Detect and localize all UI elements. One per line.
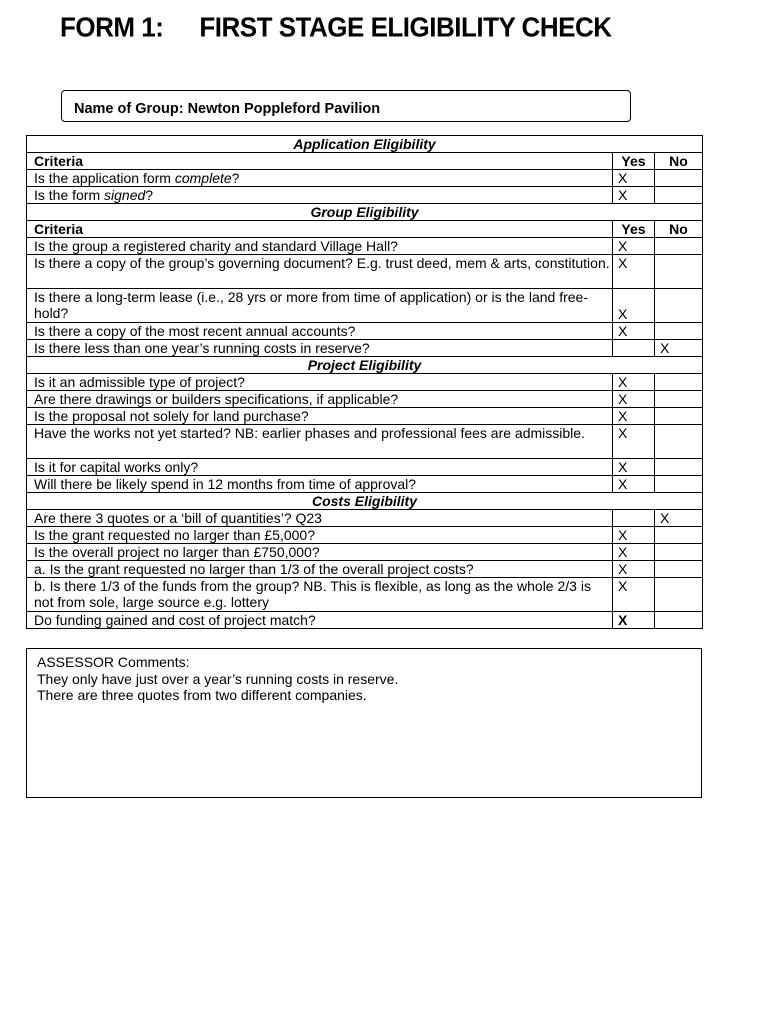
criteria-text: Do funding gained and cost of project match?	[27, 612, 613, 629]
no-mark	[655, 459, 703, 476]
criteria-text: Is the group a registered charity and standard Village Hall?	[27, 238, 613, 255]
table-row	[27, 374, 703, 391]
table-row	[27, 255, 703, 289]
form-title	[60, 11, 612, 44]
comment-line: They only have just over a year’s running costs in reserve.	[37, 670, 399, 687]
criteria-text: Is there a long-term lease (i.e., 28 yrs or more from time of application) or is the land free-hold?	[27, 289, 613, 323]
no-mark: X	[655, 510, 703, 527]
criteria-text: Is there a copy of the most recent annual accounts?	[27, 323, 613, 340]
yes-mark: X	[613, 544, 655, 561]
no-mark	[655, 476, 703, 493]
criteria-text: Will there be likely spend in 12 months from time of approval?	[27, 476, 613, 493]
table-row	[27, 544, 703, 561]
yes-mark: X	[613, 170, 655, 187]
table-row	[27, 527, 703, 544]
form-number: FORM 1:	[60, 11, 164, 43]
yes-mark: X	[613, 323, 655, 340]
no-mark	[655, 561, 703, 578]
assessor-comments-box	[26, 648, 702, 798]
section-header-row	[27, 136, 703, 153]
group-name-box	[61, 90, 631, 122]
table-row	[27, 408, 703, 425]
table-row	[27, 170, 703, 187]
no-mark	[655, 391, 703, 408]
no-mark	[655, 170, 703, 187]
table-row	[27, 510, 703, 527]
section-header-row	[27, 204, 703, 221]
criteria-text: Are there 3 quotes or a ‘bill of quantities’? Q23	[27, 510, 613, 527]
form-heading: FIRST STAGE ELIGIBILITY CHECK	[199, 11, 612, 43]
yes-mark: X	[613, 561, 655, 578]
no-mark	[655, 544, 703, 561]
comment-line: There are three quotes from two different companies.	[37, 687, 367, 703]
no-mark	[655, 527, 703, 544]
criteria-text: Is there less than one year’s running costs in reserve?	[27, 340, 613, 357]
no-mark	[655, 612, 703, 629]
yes-mark	[613, 340, 655, 357]
yes-mark: X	[613, 612, 655, 629]
table-row	[27, 612, 703, 629]
yes-mark: X	[613, 289, 655, 323]
criteria-text: Is it an admissible type of project?	[27, 374, 613, 391]
no-mark	[655, 255, 703, 289]
section-header-row	[27, 357, 703, 374]
table-row	[27, 578, 703, 612]
no-mark: X	[655, 340, 703, 357]
yes-mark: X	[613, 476, 655, 493]
yes-mark: X	[613, 527, 655, 544]
criteria-header: Criteria	[27, 153, 613, 170]
section-title-group: Group Eligibility	[27, 204, 703, 221]
yes-header: Yes	[613, 153, 655, 170]
table-row	[27, 425, 703, 459]
table-row	[27, 323, 703, 340]
column-header-row	[27, 221, 703, 238]
criteria-text: Is the form signed?	[27, 187, 613, 204]
no-mark	[655, 408, 703, 425]
table-row	[27, 340, 703, 357]
table-row	[27, 289, 703, 323]
no-header: No	[655, 221, 703, 238]
no-mark	[655, 289, 703, 323]
no-header: No	[655, 153, 703, 170]
section-title-project: Project Eligibility	[27, 357, 703, 374]
no-mark	[655, 187, 703, 204]
yes-mark: X	[613, 187, 655, 204]
criteria-text: Is there a copy of the group’s governing document? E.g. trust deed, mem & arts, constitution.	[27, 255, 613, 289]
table-row	[27, 187, 703, 204]
table-row	[27, 459, 703, 476]
yes-mark	[613, 510, 655, 527]
criteria-text: Is the overall project no larger than £750,000?	[27, 544, 613, 561]
yes-mark: X	[613, 408, 655, 425]
yes-mark: X	[613, 238, 655, 255]
comments-label: ASSESSOR Comments:	[37, 654, 190, 670]
criteria-text: Is the grant requested no larger than £5,000?	[27, 527, 613, 544]
criteria-text: Is the application form complete?	[27, 170, 613, 187]
criteria-text: Have the works not yet started? NB: earlier phases and professional fees are admissible.	[27, 425, 613, 459]
yes-mark: X	[613, 391, 655, 408]
eligibility-table	[26, 135, 703, 629]
criteria-text: Is the proposal not solely for land purchase?	[27, 408, 613, 425]
criteria-text: a. Is the grant requested no larger than 1/3 of the overall project costs?	[27, 561, 613, 578]
no-mark	[655, 323, 703, 340]
yes-mark: X	[613, 578, 655, 612]
criteria-text: Is it for capital works only?	[27, 459, 613, 476]
criteria-text: Are there drawings or builders specifications, if applicable?	[27, 391, 613, 408]
yes-mark: X	[613, 374, 655, 391]
section-title-application: Application Eligibility	[27, 136, 703, 153]
group-name: Name of Group: Newton Poppleford Pavilion	[74, 101, 381, 117]
yes-mark: X	[613, 425, 655, 459]
no-mark	[655, 578, 703, 612]
column-header-row	[27, 153, 703, 170]
section-title-costs: Costs Eligibility	[27, 493, 703, 510]
no-mark	[655, 425, 703, 459]
yes-mark: X	[613, 459, 655, 476]
section-header-row	[27, 493, 703, 510]
no-mark	[655, 238, 703, 255]
criteria-text: b. Is there 1/3 of the funds from the group? NB. This is flexible, as long as the whole 2/3 is not from sole, large source e.g. lottery	[27, 578, 613, 612]
table-row	[27, 561, 703, 578]
table-row	[27, 391, 703, 408]
yes-mark: X	[613, 255, 655, 289]
yes-header: Yes	[613, 221, 655, 238]
no-mark	[655, 374, 703, 391]
table-row	[27, 238, 703, 255]
table-row	[27, 476, 703, 493]
criteria-header: Criteria	[27, 221, 613, 238]
